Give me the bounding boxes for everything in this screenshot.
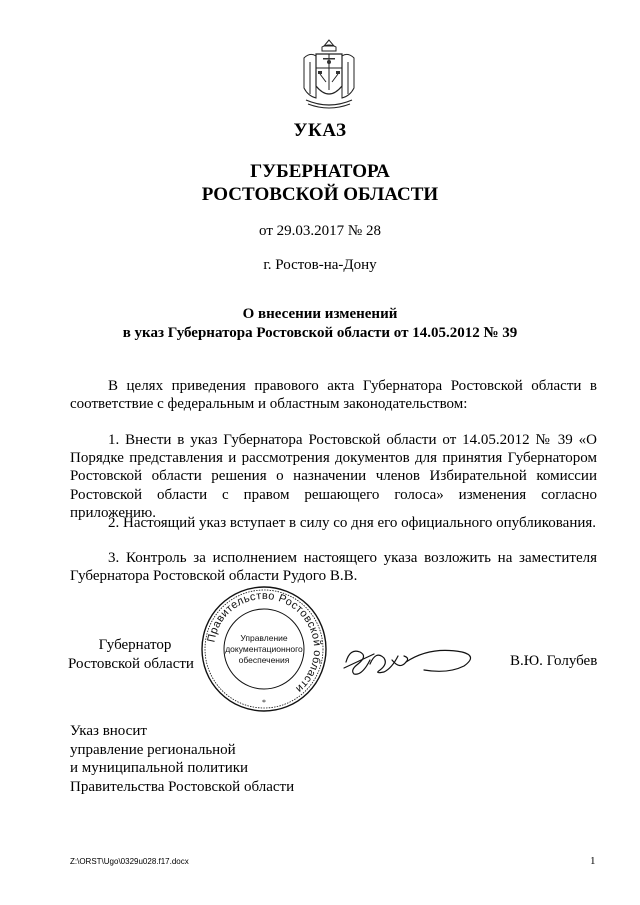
stamp-star-icon: * [262,698,266,707]
issuer [0,160,640,206]
document-type: УКАЗ [293,120,347,141]
item-1-paragraph: 1. Внести в указ Губернатора Ростовской области от 14.05.2012 № 39 «О Порядке представления и рассмотрения документов для принятия Губернатором Ростовской области решения о назначении членов Избирательной комиссии Ростовской области с правом решающего голоса» изменения согласно приложению. [70,432,597,521]
date-number: от 29.03.2017 № 28 [259,223,381,239]
introduced-by-line-3: и муниципальной политики [70,760,249,776]
issuer-line-1: ГУБЕРНАТОРА [250,161,390,182]
stamp-center-line-1: Управление [240,633,288,643]
item-3-paragraph: 3. Контроль за исполнением настоящего указа возложить на заместителя Губернатора Ростовской области Рудого В.В. [70,550,597,585]
stamp-center-line-3: обеспечения [238,655,290,665]
subject-line-2: в указ Губернатора Ростовской области от 14.05.2012 № 39 [122,325,518,341]
rostov-oblast-coat-of-arms-icon [296,38,362,110]
item-2-paragraph: 2. Настоящий указ вступает в силу со дня его официального опубликования. [108,515,597,531]
signatory-position-line-1: Губернатор [98,637,172,653]
page-number: 1 [590,855,596,867]
handwritten-signature [340,640,480,682]
document-subject [0,305,640,343]
signatory-position [70,636,200,674]
introduced-by-block [70,722,294,796]
signatory-name: В.Ю. Голубев [510,653,598,669]
stamp-center-line-2: документационного [225,644,303,654]
stamp-ring-text: Правительство Ростовской области [205,589,324,696]
introduced-by-line-1: Указ вносит [70,723,147,739]
official-stamp [200,585,328,713]
preamble-paragraph: В целях приведения правового акта Губернатора Ростовской области в соответствие с федеральным и областным законодательством: [70,378,597,413]
introduced-by-line-2: управление региональной [70,741,236,758]
introduced-by-line-4: Правительства Ростовской области [70,778,295,795]
issuer-line-2: РОСТОВСКОЙ ОБЛАСТИ [201,184,439,205]
city: г. Ростов-на-Дону [263,257,377,273]
subject-line-1: О внесении изменений [242,306,398,322]
file-path: Z:\ORST\Ugo\0329u028.f17.docx [70,857,189,866]
signatory-position-line-2: Ростовской области [68,656,194,672]
